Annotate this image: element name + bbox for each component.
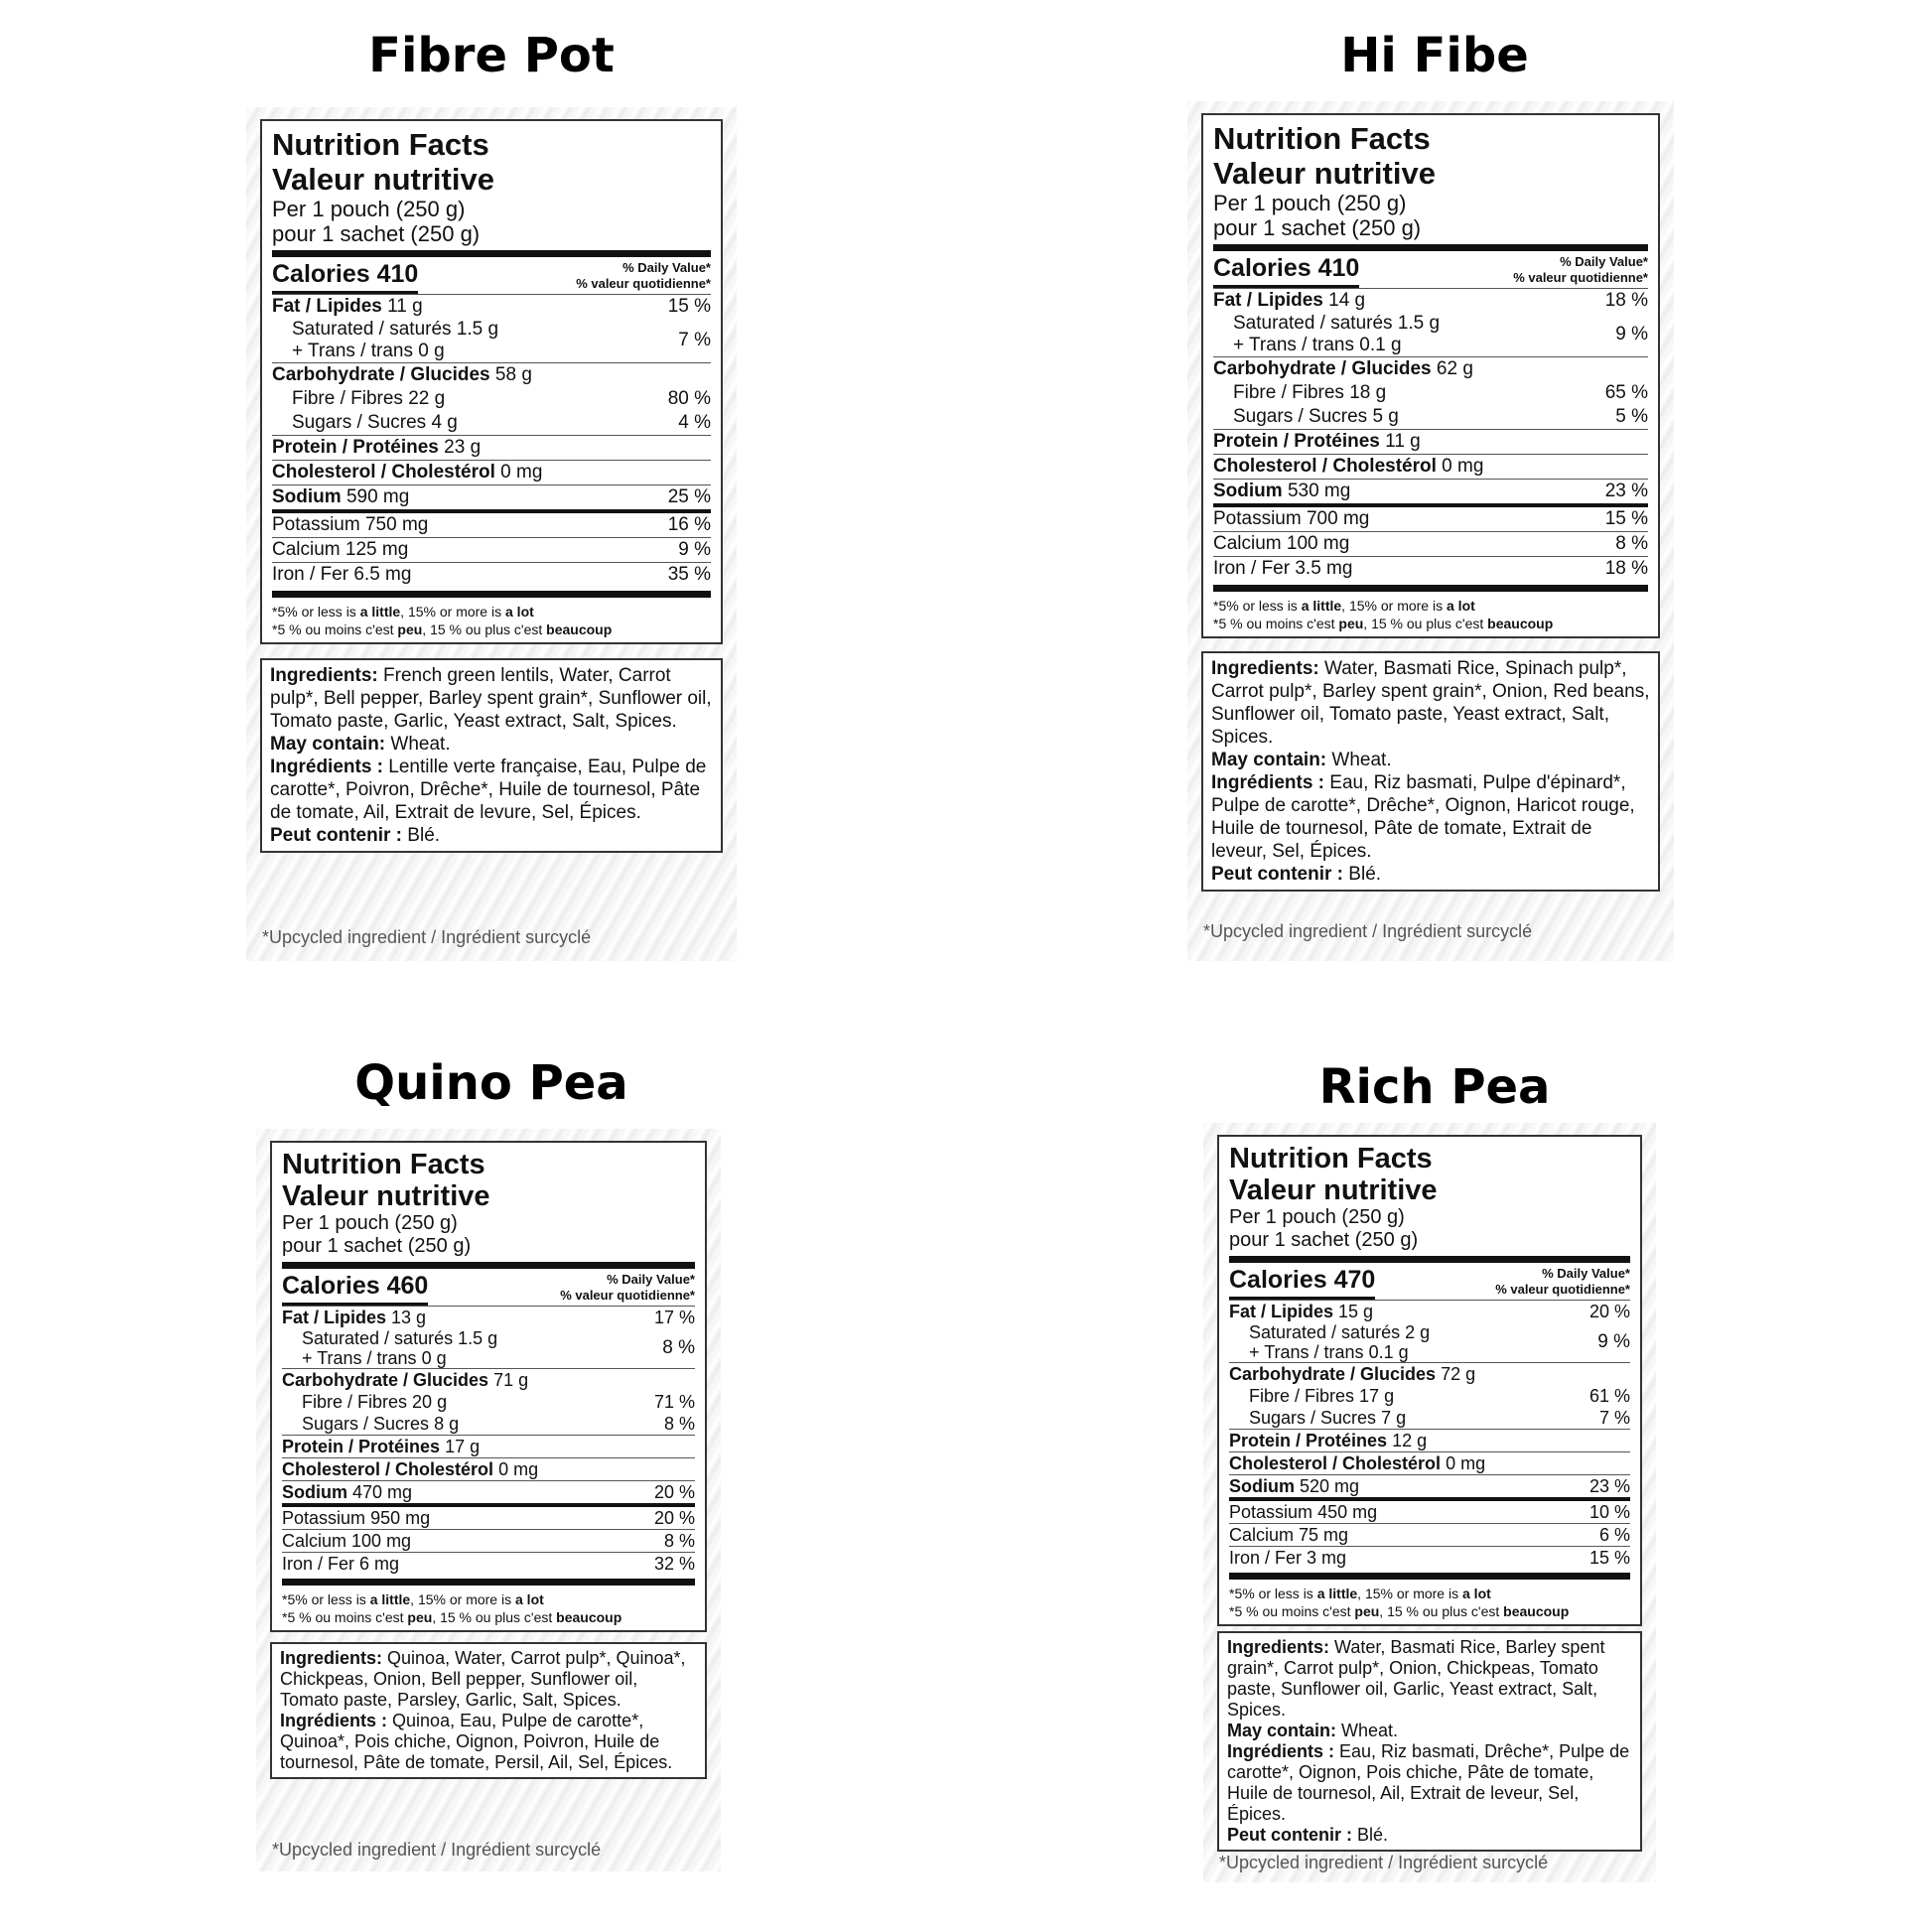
serving-size-fr: pour 1 sachet (250 g)	[282, 1235, 472, 1257]
potassium-row: Potassium 700 mg 15 %	[1213, 508, 1648, 529]
serving-size-en: Per 1 pouch (250 g)	[1229, 1206, 1405, 1228]
fat-row: Fat / Lipides 11 g 15 %	[272, 296, 711, 317]
sodium-row: Sodium 590 mg 25 %	[272, 486, 711, 507]
fibre-row: Fibre / Fibres 20 g 71 %	[302, 1392, 695, 1412]
carbohydrate-row: Carbohydrate / Glucides 62 g	[1213, 358, 1473, 379]
footnote: *5% or less is a little, 15% or more is a lot *5 % ou moins c'est peu, 15 % ou plus c'est beaucoup	[272, 604, 613, 637]
nutrition-facts-table	[1217, 1135, 1642, 1626]
calories: Calories 410	[272, 260, 418, 294]
ingredients-en: Ingredients: Water, Basmati Rice, Spinach pulp*, Carrot pulp*, Barley spent grain*, Onion, Red beans, Sunflower oil, Tomato paste, Yeast extract, Salt, Spices.	[1211, 658, 1650, 748]
product-title-hi-fibe: Hi Fibe	[1340, 28, 1529, 83]
sugars-row: Sugars / Sucres 5 g 5 %	[1233, 406, 1648, 427]
daily-value-en: % Daily Value*	[622, 260, 711, 275]
calcium-row: Calcium 100 mg 8 %	[282, 1531, 695, 1551]
iron-row: Iron / Fer 3 mg 15 %	[1229, 1548, 1630, 1568]
nutrition-facts-heading: Nutrition Facts	[282, 1149, 485, 1180]
daily-value-fr: % valeur quotidienne*	[1513, 270, 1648, 285]
may-contain-fr: Peut contenir : Blé.	[1227, 1825, 1389, 1845]
nutrition-facts-heading: Nutrition Facts	[1213, 121, 1431, 156]
nutrition-facts-heading: Nutrition Facts	[1229, 1143, 1433, 1174]
cholesterol-row: Cholesterol / Cholestérol 0 mg	[272, 462, 543, 483]
potassium-row: Potassium 450 mg 10 %	[1229, 1502, 1630, 1522]
saturated-trans-row: Saturated / saturés 1.5 g + Trans / trans 0.1 g 9 %	[1233, 313, 1648, 355]
saturated-trans-row: Saturated / saturés 1.5 g + Trans / trans 0 g 8 %	[302, 1328, 695, 1368]
label-panel-fibre-pot	[246, 107, 737, 961]
protein-row: Protein / Protéines 11 g	[1213, 431, 1421, 452]
nutrition-facts-table	[260, 119, 723, 644]
ingredients-fr: Ingrédients : Eau, Riz basmati, Pulpe d'épinard*, Pulpe de carotte*, Drêche*, Oignon, Haricot rouge, Huile de tournesol, Pâte de tomate, Extrait de leveur, Sel, Épices.	[1211, 772, 1635, 862]
label-panel-quino-pea	[256, 1129, 721, 1871]
protein-row: Protein / Protéines 23 g	[272, 437, 482, 458]
footnote: *5% or less is a little, 15% or more is a lot *5 % ou moins c'est peu, 15 % ou plus c'est beaucoup	[1229, 1586, 1570, 1619]
may-contain-en: May contain: Wheat.	[1211, 750, 1392, 770]
potassium-row: Potassium 750 mg 16 %	[272, 514, 711, 535]
product-title-rich-pea: Rich Pea	[1318, 1059, 1551, 1115]
fibre-row: Fibre / Fibres 22 g 80 %	[292, 388, 711, 409]
sodium-row: Sodium 530 mg 23 %	[1213, 481, 1648, 501]
iron-row: Iron / Fer 6 mg 32 %	[282, 1554, 695, 1574]
valeur-nutritive-heading: Valeur nutritive	[282, 1180, 490, 1212]
iron-row: Iron / Fer 6.5 mg 35 %	[272, 564, 711, 585]
carbohydrate-row: Carbohydrate / Glucides 72 g	[1229, 1364, 1476, 1384]
protein-row: Protein / Protéines 12 g	[1229, 1431, 1428, 1450]
thick-divider	[1213, 244, 1648, 251]
daily-value-header	[560, 1272, 695, 1304]
ingredients-fr: Ingrédients : Quinoa, Eau, Pulpe de carotte*, Quinoa*, Pois chiche, Oignon, Poivron, Huile de tournesol, Pâte de tomate, Persil, Ail, Sel, Épices.	[280, 1711, 673, 1772]
daily-value-header	[1495, 1266, 1630, 1298]
ingredients-box	[260, 658, 723, 853]
serving-size-fr: pour 1 sachet (250 g)	[1229, 1229, 1419, 1251]
calories: Calories 410	[1213, 254, 1359, 288]
sodium-row: Sodium 470 mg 20 %	[282, 1482, 695, 1502]
cholesterol-row: Cholesterol / Cholestérol 0 mg	[1213, 456, 1484, 477]
thick-divider	[282, 1262, 695, 1269]
nutrition-facts-heading: Nutrition Facts	[272, 127, 489, 162]
daily-value-fr: % valeur quotidienne*	[576, 276, 711, 291]
footnote: *5% or less is a little, 15% or more is a lot *5 % ou moins c'est peu, 15 % ou plus c'est beaucoup	[282, 1591, 622, 1625]
serving-size-en: Per 1 pouch (250 g)	[1213, 191, 1407, 215]
ingredients-en: Ingredients: Water, Basmati Rice, Barley spent grain*, Carrot pulp*, Onion, Chickpeas, Tomato paste, Sunflower oil, Garlic, Yeast extract, Salt, Spices.	[1227, 1637, 1605, 1720]
upcycled-note: *Upcycled ingredient / Ingrédient surcyclé	[272, 1840, 602, 1860]
sodium-row: Sodium 520 mg 23 %	[1229, 1476, 1630, 1496]
ingredients-box	[270, 1642, 707, 1779]
daily-value-header	[1513, 254, 1648, 286]
product-title-quino-pea: Quino Pea	[354, 1055, 628, 1111]
daily-value-fr: % valeur quotidienne*	[1495, 1282, 1630, 1297]
upcycled-note: *Upcycled ingredient / Ingrédient surcyclé	[1219, 1853, 1549, 1872]
may-contain-en: May contain: Wheat.	[1227, 1721, 1399, 1740]
fat-row: Fat / Lipides 15 g 20 %	[1229, 1302, 1630, 1321]
valeur-nutritive-heading: Valeur nutritive	[272, 162, 494, 197]
footnote: *5% or less is a little, 15% or more is a lot *5 % ou moins c'est peu, 15 % ou plus c'est beaucoup	[1213, 598, 1554, 631]
nutrition-facts-table	[270, 1141, 707, 1632]
upcycled-note: *Upcycled ingredient / Ingrédient surcyclé	[262, 927, 592, 947]
upcycled-note: *Upcycled ingredient / Ingrédient surcyclé	[1203, 921, 1533, 941]
serving-size-fr: pour 1 sachet (250 g)	[1213, 215, 1422, 240]
ingredients-box	[1217, 1631, 1642, 1852]
fat-row: Fat / Lipides 13 g 17 %	[282, 1308, 695, 1327]
thick-divider	[1229, 1256, 1630, 1263]
thick-divider	[272, 250, 711, 257]
ingredients-fr: Ingrédients : Lentille verte française, Eau, Pulpe de carotte*, Poivron, Drêche*, Huile de tournesol, Pâte de tomate, Ail, Extrait de levure, Sel, Épices.	[270, 757, 707, 823]
serving-size-en: Per 1 pouch (250 g)	[272, 197, 466, 221]
nutrition-facts-table	[1201, 113, 1660, 638]
saturated-trans-row: Saturated / saturés 2 g + Trans / trans 0.1 g 9 %	[1249, 1322, 1630, 1362]
calcium-row: Calcium 75 mg 6 %	[1229, 1525, 1630, 1545]
label-panel-rich-pea	[1203, 1123, 1656, 1882]
product-title-fibre-pot: Fibre Pot	[368, 28, 615, 83]
daily-value-header	[576, 260, 711, 292]
fibre-row: Fibre / Fibres 17 g 61 %	[1249, 1386, 1630, 1406]
ingredients-box	[1201, 651, 1660, 892]
calories: Calories 460	[282, 1272, 428, 1306]
daily-value-en: % Daily Value*	[1560, 254, 1648, 269]
carbohydrate-row: Carbohydrate / Glucides 71 g	[282, 1370, 529, 1390]
daily-value-fr: % valeur quotidienne*	[560, 1288, 695, 1303]
may-contain-fr: Peut contenir : Blé.	[1211, 864, 1382, 885]
ingredients-en: Ingredients: Quinoa, Water, Carrot pulp*, Quinoa*, Chickpeas, Onion, Bell pepper, Sunflower oil, Tomato paste, Parsley, Garlic, Salt, Spices.	[280, 1648, 686, 1710]
may-contain-en: May contain: Wheat.	[270, 734, 451, 755]
iron-row: Iron / Fer 3.5 mg 18 %	[1213, 558, 1648, 579]
ingredients-en: Ingredients: French green lentils, Water, Carrot pulp*, Bell pepper, Barley spent grain*, Sunflower oil, Tomato paste, Garlic, Yeast extract, Salt, Spices.	[270, 665, 712, 732]
daily-value-en: % Daily Value*	[1542, 1266, 1630, 1281]
protein-row: Protein / Protéines 17 g	[282, 1437, 481, 1456]
calcium-row: Calcium 100 mg 8 %	[1213, 533, 1648, 554]
potassium-row: Potassium 950 mg 20 %	[282, 1508, 695, 1528]
cholesterol-row: Cholesterol / Cholestérol 0 mg	[1229, 1453, 1486, 1473]
label-panel-hi-fibe	[1187, 101, 1674, 961]
sugars-row: Sugars / Sucres 8 g 8 %	[302, 1414, 695, 1434]
calories: Calories 470	[1229, 1266, 1375, 1300]
saturated-trans-row: Saturated / saturés 1.5 g + Trans / trans 0 g 7 %	[292, 319, 711, 361]
daily-value-en: % Daily Value*	[607, 1272, 695, 1287]
serving-size-en: Per 1 pouch (250 g)	[282, 1212, 458, 1234]
valeur-nutritive-heading: Valeur nutritive	[1229, 1174, 1438, 1206]
valeur-nutritive-heading: Valeur nutritive	[1213, 156, 1436, 191]
carbohydrate-row: Carbohydrate / Glucides 58 g	[272, 364, 532, 385]
sugars-row: Sugars / Sucres 7 g 7 %	[1249, 1408, 1630, 1428]
sugars-row: Sugars / Sucres 4 g 4 %	[292, 412, 711, 433]
fibre-row: Fibre / Fibres 18 g 65 %	[1233, 382, 1648, 403]
calcium-row: Calcium 125 mg 9 %	[272, 539, 711, 560]
cholesterol-row: Cholesterol / Cholestérol 0 mg	[282, 1459, 539, 1479]
may-contain-fr: Peut contenir : Blé.	[270, 825, 441, 846]
ingredients-fr: Ingrédients : Eau, Riz basmati, Drêche*, Pulpe de carotte*, Oignon, Pois chiche, Pâte de tomate, Huile de tournesol, Ail, Extrait de leveur, Sel, Épices.	[1227, 1741, 1630, 1824]
serving-size-fr: pour 1 sachet (250 g)	[272, 221, 481, 246]
fat-row: Fat / Lipides 14 g 18 %	[1213, 290, 1648, 311]
